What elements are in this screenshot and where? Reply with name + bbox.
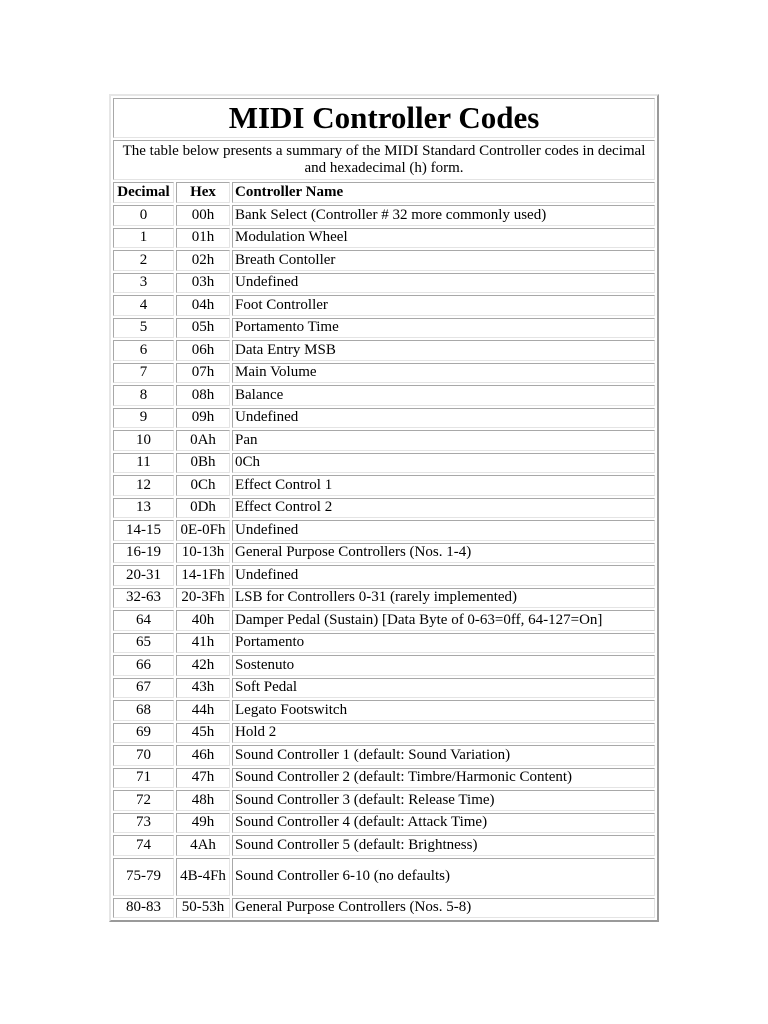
cell-controller-name: Breath Contoller bbox=[232, 250, 655, 271]
cell-decimal: 14-15 bbox=[113, 520, 174, 541]
cell-controller-name: Undefined bbox=[232, 408, 655, 429]
cell-decimal: 67 bbox=[113, 678, 174, 699]
cell-controller-name: Damper Pedal (Sustain) [Data Byte of 0-63=0ff, 64-127=On] bbox=[232, 610, 655, 631]
table-row bbox=[113, 700, 655, 721]
cell-hex: 48h bbox=[176, 790, 230, 811]
table-row bbox=[113, 745, 655, 766]
cell-controller-name: Sostenuto bbox=[232, 655, 655, 676]
cell-controller-name: 0Ch bbox=[232, 453, 655, 474]
cell-decimal: 73 bbox=[113, 813, 174, 834]
cell-hex: 20-3Fh bbox=[176, 588, 230, 609]
cell-controller-name: Undefined bbox=[232, 273, 655, 294]
table-row bbox=[113, 385, 655, 406]
cell-hex: 02h bbox=[176, 250, 230, 271]
cell-controller-name: General Purpose Controllers (Nos. 1-4) bbox=[232, 543, 655, 564]
cell-decimal: 6 bbox=[113, 340, 174, 361]
page-title: MIDI Controller Codes bbox=[113, 98, 655, 138]
header-row bbox=[113, 182, 655, 203]
table-row bbox=[113, 835, 655, 856]
table-row bbox=[113, 858, 655, 896]
cell-hex: 0Ah bbox=[176, 430, 230, 451]
table-row bbox=[113, 250, 655, 271]
cell-controller-name: Portamento Time bbox=[232, 318, 655, 339]
table-row bbox=[113, 453, 655, 474]
cell-decimal: 70 bbox=[113, 745, 174, 766]
cell-hex: 0Bh bbox=[176, 453, 230, 474]
cell-decimal: 0 bbox=[113, 205, 174, 226]
table-row bbox=[113, 768, 655, 789]
column-header-hex: Hex bbox=[176, 182, 230, 203]
table-row bbox=[113, 813, 655, 834]
cell-decimal: 7 bbox=[113, 363, 174, 384]
cell-controller-name: Modulation Wheel bbox=[232, 228, 655, 249]
cell-decimal: 65 bbox=[113, 633, 174, 654]
cell-decimal: 3 bbox=[113, 273, 174, 294]
cell-hex: 43h bbox=[176, 678, 230, 699]
cell-decimal: 72 bbox=[113, 790, 174, 811]
cell-decimal: 74 bbox=[113, 835, 174, 856]
cell-hex: 46h bbox=[176, 745, 230, 766]
cell-controller-name: Foot Controller bbox=[232, 295, 655, 316]
cell-decimal: 71 bbox=[113, 768, 174, 789]
intro-text: The table below presents a summary of the MIDI Standard Controller codes in decimal and hexadecimal (h) form. bbox=[113, 140, 655, 180]
cell-controller-name: Undefined bbox=[232, 565, 655, 586]
cell-controller-name: Sound Controller 3 (default: Release Time) bbox=[232, 790, 655, 811]
cell-hex: 44h bbox=[176, 700, 230, 721]
cell-hex: 10-13h bbox=[176, 543, 230, 564]
cell-decimal: 10 bbox=[113, 430, 174, 451]
table-row bbox=[113, 475, 655, 496]
cell-decimal: 11 bbox=[113, 453, 174, 474]
cell-controller-name: Sound Controller 6-10 (no defaults) bbox=[232, 858, 655, 896]
cell-hex: 49h bbox=[176, 813, 230, 834]
cell-decimal: 8 bbox=[113, 385, 174, 406]
cell-hex: 06h bbox=[176, 340, 230, 361]
cell-controller-name: LSB for Controllers 0-31 (rarely implemented) bbox=[232, 588, 655, 609]
cell-hex: 0E-0Fh bbox=[176, 520, 230, 541]
table-row bbox=[113, 295, 655, 316]
table-row bbox=[113, 520, 655, 541]
intro-row bbox=[113, 140, 655, 180]
cell-controller-name: Effect Control 2 bbox=[232, 498, 655, 519]
table-row bbox=[113, 498, 655, 519]
cell-controller-name: Undefined bbox=[232, 520, 655, 541]
cell-controller-name: Bank Select (Controller # 32 more commonly used) bbox=[232, 205, 655, 226]
table-row bbox=[113, 543, 655, 564]
cell-decimal: 5 bbox=[113, 318, 174, 339]
cell-decimal: 16-19 bbox=[113, 543, 174, 564]
controller-table bbox=[111, 96, 657, 920]
cell-controller-name: Balance bbox=[232, 385, 655, 406]
cell-decimal: 9 bbox=[113, 408, 174, 429]
cell-decimal: 12 bbox=[113, 475, 174, 496]
cell-decimal: 64 bbox=[113, 610, 174, 631]
cell-controller-name: Sound Controller 1 (default: Sound Variation) bbox=[232, 745, 655, 766]
cell-controller-name: Sound Controller 2 (default: Timbre/Harmonic Content) bbox=[232, 768, 655, 789]
cell-hex: 4Ah bbox=[176, 835, 230, 856]
column-header-controller-name: Controller Name bbox=[232, 182, 655, 203]
cell-hex: 42h bbox=[176, 655, 230, 676]
table-row bbox=[113, 898, 655, 919]
cell-controller-name: Hold 2 bbox=[232, 723, 655, 744]
table-row bbox=[113, 565, 655, 586]
table-row bbox=[113, 228, 655, 249]
cell-hex: 40h bbox=[176, 610, 230, 631]
cell-decimal: 13 bbox=[113, 498, 174, 519]
table-row bbox=[113, 318, 655, 339]
cell-hex: 50-53h bbox=[176, 898, 230, 919]
cell-controller-name: General Purpose Controllers (Nos. 5-8) bbox=[232, 898, 655, 919]
cell-hex: 45h bbox=[176, 723, 230, 744]
cell-decimal: 75-79 bbox=[113, 858, 174, 896]
cell-decimal: 69 bbox=[113, 723, 174, 744]
cell-hex: 47h bbox=[176, 768, 230, 789]
cell-decimal: 2 bbox=[113, 250, 174, 271]
cell-controller-name: Effect Control 1 bbox=[232, 475, 655, 496]
cell-decimal: 1 bbox=[113, 228, 174, 249]
cell-controller-name: Data Entry MSB bbox=[232, 340, 655, 361]
table-row bbox=[113, 790, 655, 811]
cell-controller-name: Portamento bbox=[232, 633, 655, 654]
cell-decimal: 4 bbox=[113, 295, 174, 316]
table-row bbox=[113, 363, 655, 384]
table-row bbox=[113, 588, 655, 609]
cell-decimal: 32-63 bbox=[113, 588, 174, 609]
table-row bbox=[113, 633, 655, 654]
table-body bbox=[113, 205, 655, 918]
cell-controller-name: Pan bbox=[232, 430, 655, 451]
table-row bbox=[113, 273, 655, 294]
cell-decimal: 80-83 bbox=[113, 898, 174, 919]
table-row bbox=[113, 610, 655, 631]
cell-decimal: 68 bbox=[113, 700, 174, 721]
cell-hex: 04h bbox=[176, 295, 230, 316]
cell-hex: 00h bbox=[176, 205, 230, 226]
cell-hex: 4B-4Fh bbox=[176, 858, 230, 896]
table-row bbox=[113, 408, 655, 429]
cell-hex: 0Dh bbox=[176, 498, 230, 519]
table-row bbox=[113, 655, 655, 676]
table-row bbox=[113, 678, 655, 699]
cell-controller-name: Soft Pedal bbox=[232, 678, 655, 699]
cell-controller-name: Main Volume bbox=[232, 363, 655, 384]
cell-hex: 0Ch bbox=[176, 475, 230, 496]
table-row bbox=[113, 340, 655, 361]
column-header-decimal: Decimal bbox=[113, 182, 174, 203]
cell-decimal: 20-31 bbox=[113, 565, 174, 586]
cell-hex: 07h bbox=[176, 363, 230, 384]
cell-decimal: 66 bbox=[113, 655, 174, 676]
cell-hex: 03h bbox=[176, 273, 230, 294]
cell-hex: 08h bbox=[176, 385, 230, 406]
title-row bbox=[113, 98, 655, 138]
cell-controller-name: Sound Controller 5 (default: Brightness) bbox=[232, 835, 655, 856]
cell-hex: 41h bbox=[176, 633, 230, 654]
cell-hex: 01h bbox=[176, 228, 230, 249]
cell-hex: 05h bbox=[176, 318, 230, 339]
cell-hex: 14-1Fh bbox=[176, 565, 230, 586]
table-row bbox=[113, 723, 655, 744]
cell-controller-name: Sound Controller 4 (default: Attack Time) bbox=[232, 813, 655, 834]
cell-hex: 09h bbox=[176, 408, 230, 429]
table-row bbox=[113, 430, 655, 451]
cell-controller-name: Legato Footswitch bbox=[232, 700, 655, 721]
table-row bbox=[113, 205, 655, 226]
controller-table-frame bbox=[109, 94, 659, 922]
